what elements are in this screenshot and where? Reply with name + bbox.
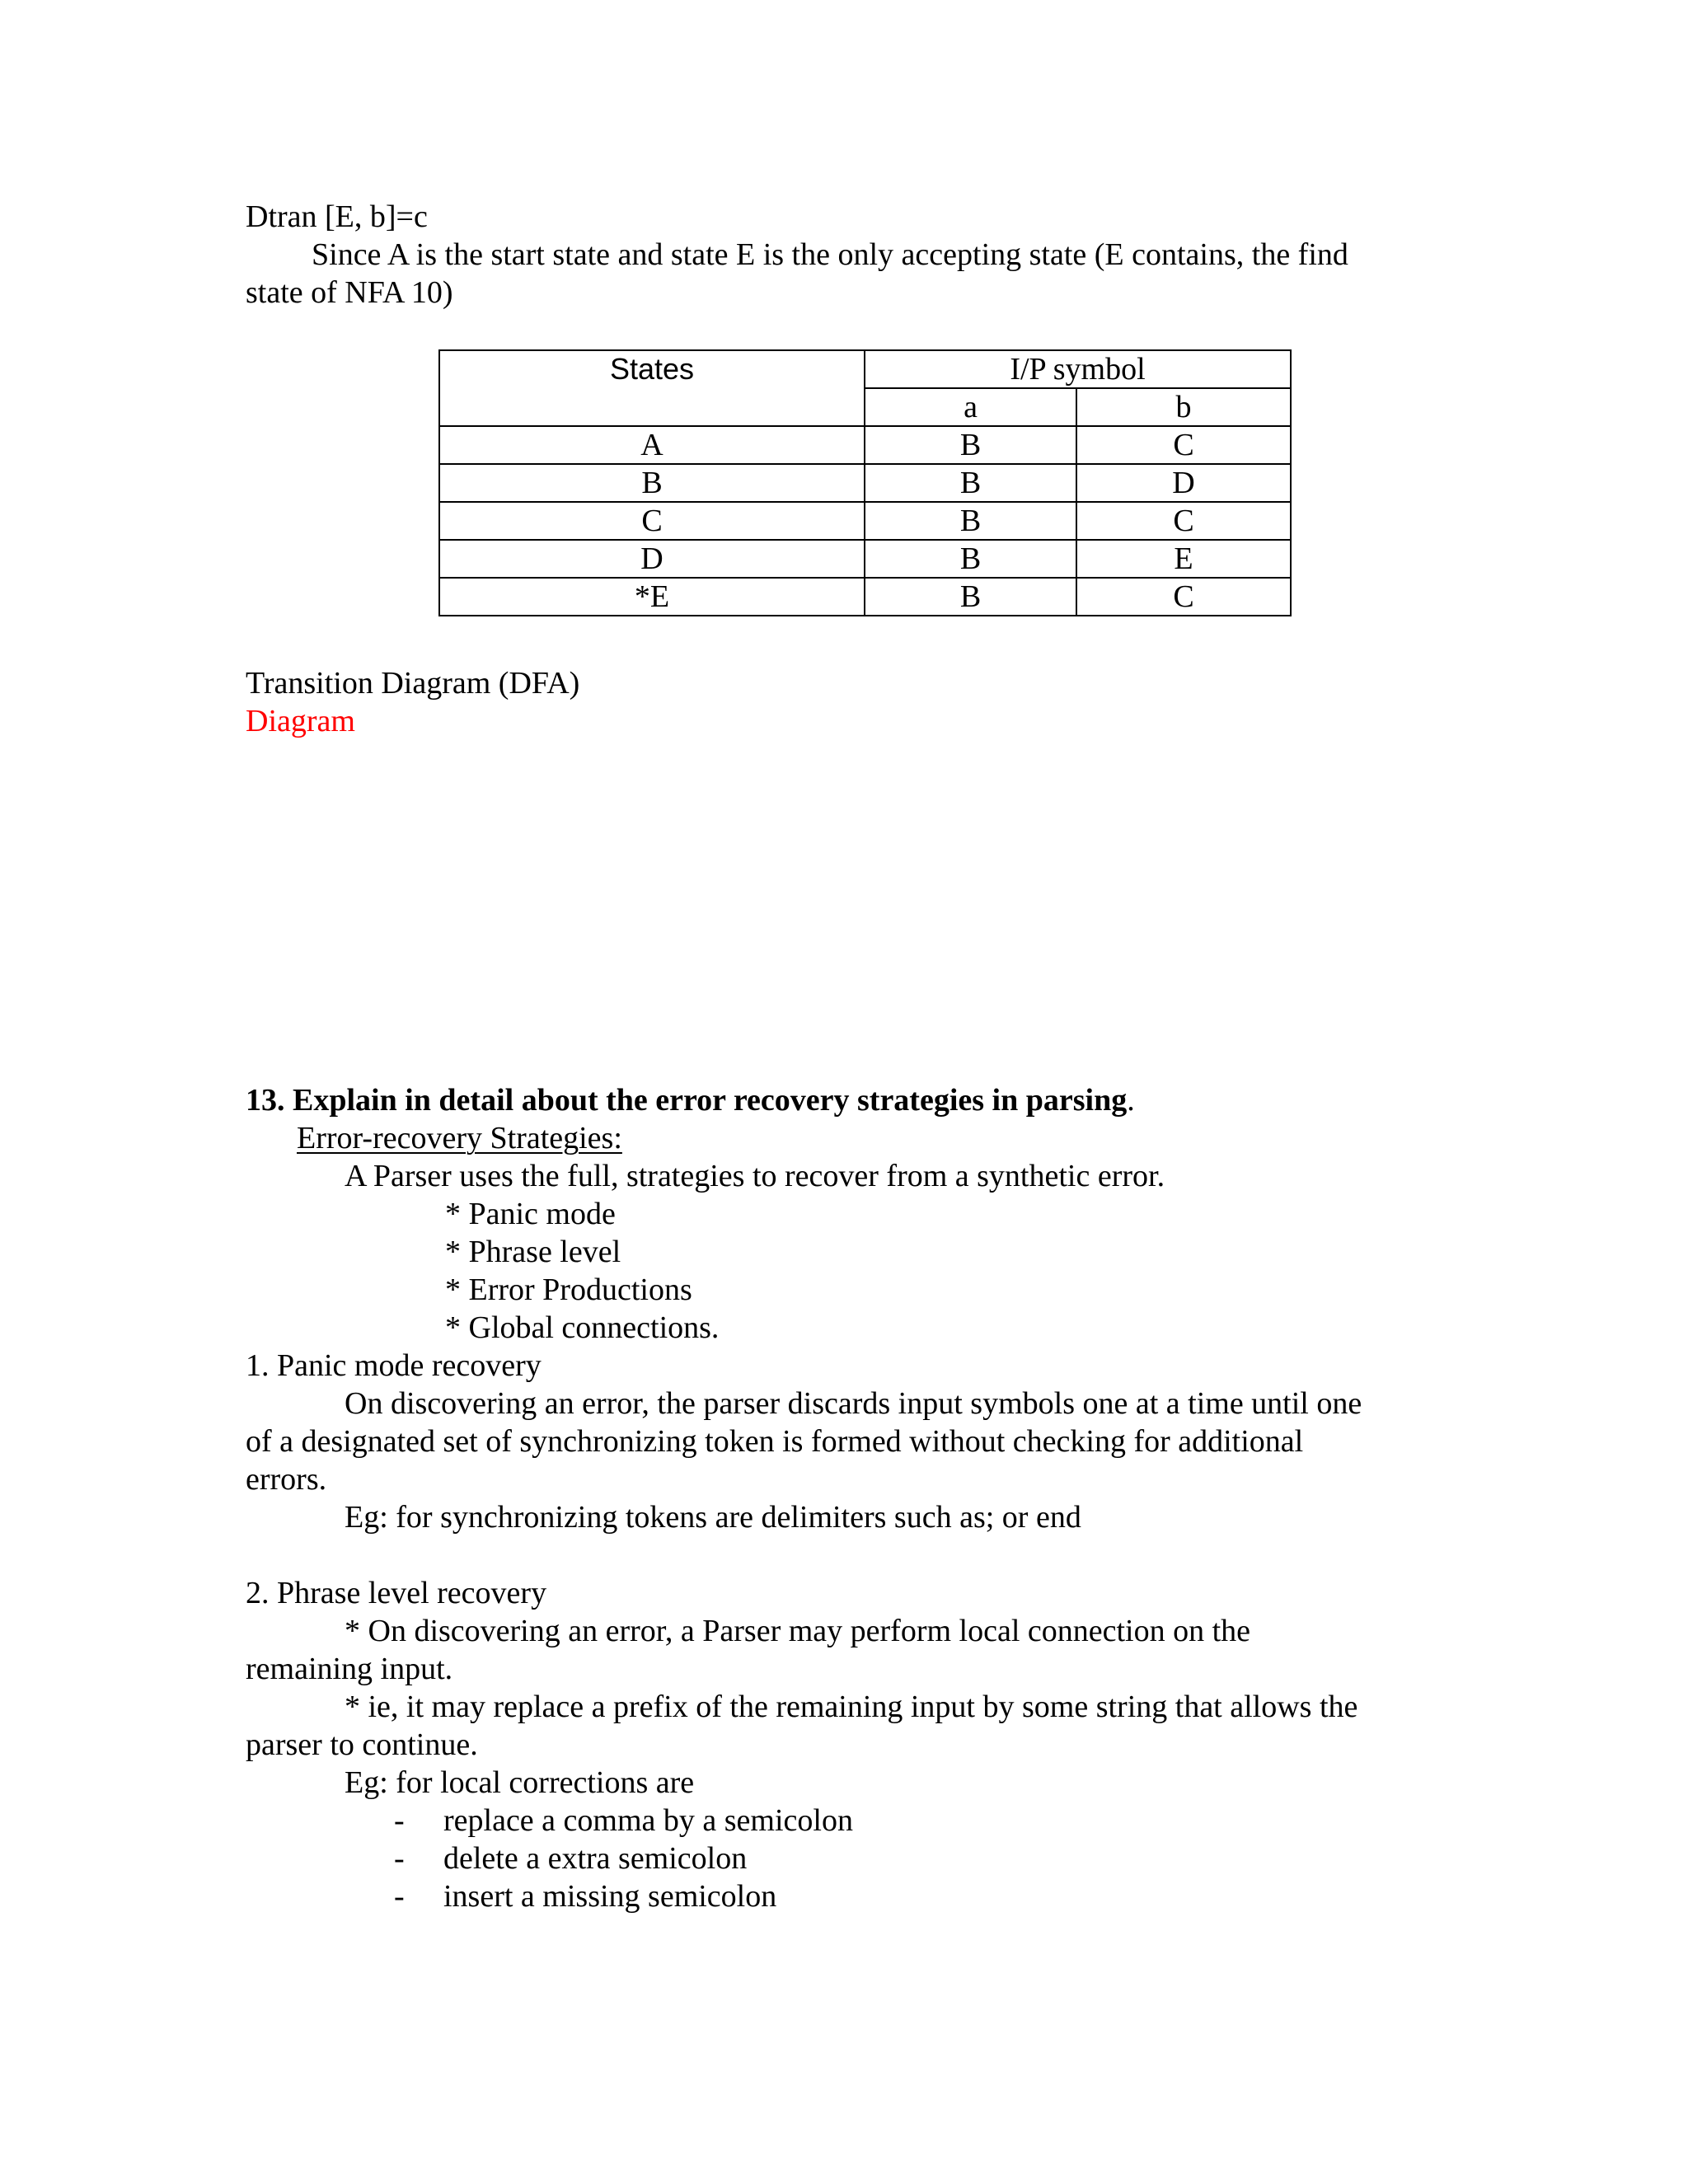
dtran-line: Dtran [E, b]=c [246,199,428,234]
state-cell: *E [439,578,865,616]
b-cell: C [1076,426,1291,464]
intro-sentence-cont: state of NFA 10) [246,275,453,310]
error-recovery-subheading-text: Error-recovery Strategies: [297,1121,622,1155]
parser-intro: A Parser uses the full, strategies to recover from a synthetic error. [345,1159,1165,1193]
symbol-a: a [865,388,1076,426]
phrase-level-point-cont: parser to continue. [246,1727,478,1762]
state-cell: D [439,540,865,578]
ip-symbol-header: I/P symbol [865,350,1291,388]
correction-item: replace a comma by a semicolon [443,1803,853,1838]
a-cell: B [865,578,1076,616]
b-cell: E [1076,540,1291,578]
transition-table [438,349,1292,616]
symbol-b: b [1076,388,1291,426]
correction-item: insert a missing semicolon [443,1879,777,1914]
strategy-item: * Panic mode [445,1197,616,1231]
transition-diagram-title: Transition Diagram (DFA) [246,666,580,701]
panic-mode-paragraph-cont: of a designated set of synchronizing token is formed without checking for additional [246,1424,1304,1459]
table-header-row [439,350,1291,388]
bullet-dash: - [394,1879,405,1914]
phrase-level-example: Eg: for local corrections are [345,1765,695,1800]
panic-mode-example: Eg: for synchronizing tokens are delimiters such as; or end [345,1500,1081,1535]
phrase-level-point-cont: remaining input. [246,1652,453,1686]
panic-mode-paragraph-end: errors. [246,1462,327,1497]
a-cell: B [865,540,1076,578]
b-cell: D [1076,464,1291,502]
error-recovery-subheading [297,1119,622,1157]
strategy-item: * Global connections. [445,1310,720,1345]
strategy-item: * Phrase level [445,1235,621,1269]
b-cell: C [1076,502,1291,540]
question-13-period: . [1127,1083,1135,1118]
question-13 [246,1081,1135,1119]
b-cell: C [1076,578,1291,616]
intro-sentence: Since A is the start state and state E is the only accepting state (E contains, the find [312,237,1348,272]
bullet-dash: - [394,1803,405,1838]
table-row [439,578,1291,616]
diagram-placeholder: Diagram [246,704,355,738]
a-cell: B [865,426,1076,464]
table-row [439,502,1291,540]
state-cell: C [439,502,865,540]
table-row [439,464,1291,502]
state-cell: B [439,464,865,502]
question-13-text: 13. Explain in detail about the error recovery strategies in parsing [246,1083,1128,1118]
phrase-level-point: * ie, it may replace a prefix of the remaining input by some string that allows the [345,1690,1358,1724]
a-cell: B [865,502,1076,540]
table-row [439,540,1291,578]
a-cell: B [865,464,1076,502]
phrase-level-heading: 2. Phrase level recovery [246,1576,547,1610]
states-header: States [439,350,865,426]
panic-mode-heading: 1. Panic mode recovery [246,1348,542,1383]
phrase-level-point: * On discovering an error, a Parser may perform local connection on the [345,1614,1251,1648]
bullet-dash: - [394,1841,405,1876]
strategy-item: * Error Productions [445,1272,692,1307]
state-cell: A [439,426,865,464]
table-row [439,426,1291,464]
panic-mode-paragraph: On discovering an error, the parser discards input symbols one at a time until one [345,1386,1362,1421]
correction-item: delete a extra semicolon [443,1841,748,1876]
